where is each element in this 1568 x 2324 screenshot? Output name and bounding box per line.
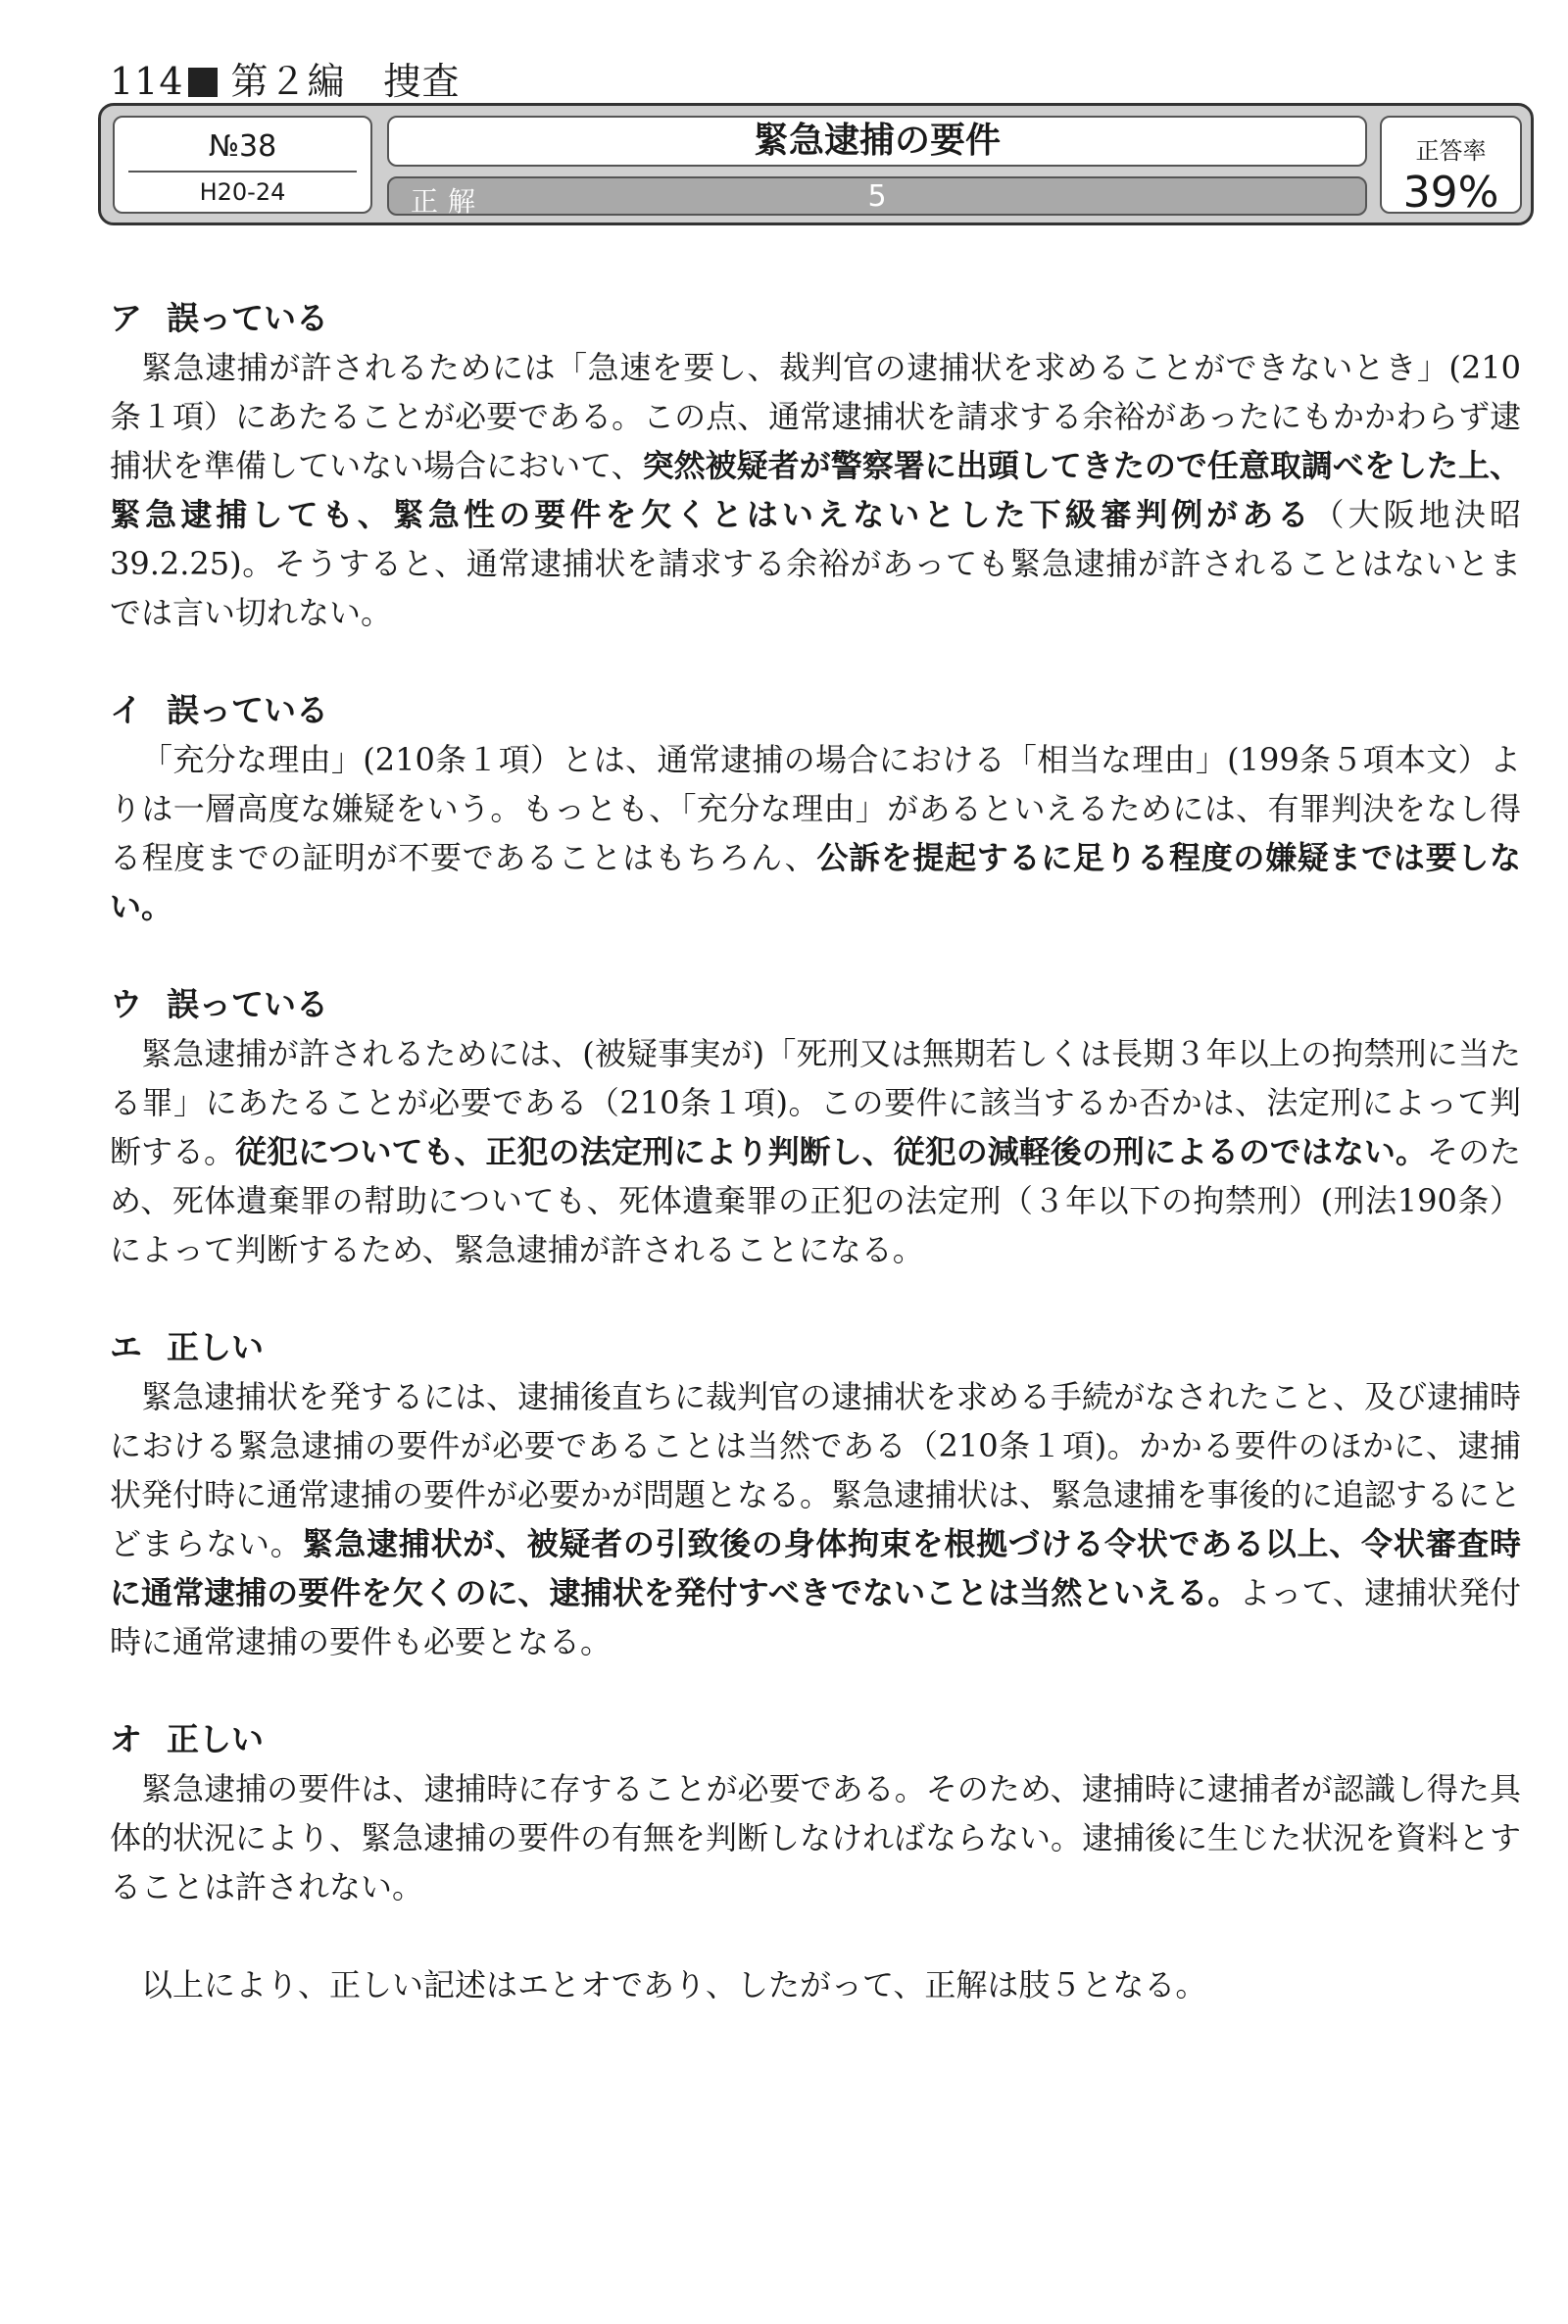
choice-letter: エ [110, 1328, 142, 1366]
section-heading [110, 686, 1521, 735]
section-heading [110, 1715, 1521, 1764]
explanation-section [110, 294, 1521, 637]
section-heading [110, 294, 1521, 343]
choice-letter: イ [110, 691, 142, 729]
question-title: 緊急逮捕の要件 [387, 116, 1367, 167]
divider [128, 171, 357, 173]
paragraph-text: よって、逮捕状発付時に通常逮捕の要件も必要となる。 [110, 1574, 1521, 1660]
emphasized-text: 緊急逮捕状が、被疑者の引致後の身体拘束を根拠づける令状である以上、令状審査時に通常逮捕の要件を欠くのに、逮捕状を発付すべきでないことは当然といえる。 [110, 1525, 1521, 1611]
explanation-section [110, 1323, 1521, 1666]
emphasized-text: 公訴を提起するに足りる程度の嫌疑までは要しない。 [110, 839, 1521, 925]
running-head [110, 51, 461, 105]
verdict: 誤っている [167, 691, 328, 729]
section-paragraph [110, 343, 1521, 637]
conclusion: 以上により、正しい記述はエとオであり、したがって、正解は肢５となる。 [141, 1966, 1207, 2003]
section-heading [110, 1323, 1521, 1372]
question-number: №38 [208, 129, 277, 164]
correct-rate-box [1380, 116, 1522, 218]
explanation-section [110, 1715, 1521, 1911]
paragraph-text: 緊急逮捕が許されるためには、(被疑事実が)「死刑又は無期若しくは長期３年以上の拘禁刑に当たる罪」にあたることが必要である（210条１項)。この要件に該当するか否かは、法定刑によって判断する。 [110, 1035, 1521, 1170]
question-header [98, 103, 1534, 225]
question-year: H20-24 [199, 178, 286, 206]
page-number: 114 [110, 60, 184, 103]
emphasized-text: 突然被疑者が警察署に出頭してきたので任意取調べをした上、緊急逮捕しても、緊急性の要件を欠くとはいえないとした下級審判例がある [110, 447, 1521, 533]
section-paragraph [110, 1372, 1521, 1666]
section-heading [110, 980, 1521, 1029]
section-paragraph [110, 735, 1521, 931]
paragraph-text: そのため、死体遺棄罪の幇助についても、死体遺棄罪の正犯の法定刑（３年以下の拘禁刑）(刑法190条）によって判断するため、緊急逮捕が許されることになる。 [110, 1133, 1521, 1268]
paragraph-text: 「充分な理由」(210条１項）とは、通常逮捕の場合における「相当な理由」(199条５項本文）よりは一層高度な嫌疑をいう。もっとも、「充分な理由」があるといえるためには、有罪判決をなし得る程度までの証明が不要であることはもちろん、 [110, 741, 1521, 876]
explanation-body [110, 294, 1521, 2009]
answer-value: 5 [867, 179, 887, 214]
paragraph-text: （大阪地決昭39.2.25)。そうすると、通常逮捕状を請求する余裕があっても緊急逮捕が許されることはないとまでは言い切れない。 [110, 496, 1521, 631]
explanation-section [110, 980, 1521, 1274]
paragraph-text: 緊急逮捕の要件は、逮捕時に存することが必要である。そのため、逮捕時に逮捕者が認識し得た具体的状況により、緊急逮捕の要件の有無を判断しなければならない。逮捕後に生じた状況を資料とすることは許されない。 [110, 1770, 1522, 1905]
section-title: 第２編 捜査 [230, 60, 461, 103]
paragraph-text: 緊急逮捕が許されるためには「急速を要し、裁判官の逮捕状を求めることができないとき」(210条１項）にあたることが必要である。この点、通常逮捕状を請求する余裕があったにもかかわらず逮捕状を準備していない場合において、 [110, 349, 1521, 484]
question-number-box [113, 116, 372, 214]
choice-letter: ア [110, 299, 142, 337]
verdict: 正しい [167, 1328, 264, 1366]
choice-letter: ウ [110, 985, 142, 1023]
emphasized-text: 従犯についても、正犯の法定刑により判断し、従犯の減軽後の刑によるのではない。 [235, 1133, 1427, 1170]
paragraph-text: 緊急逮捕状を発するには、逮捕後直ちに裁判官の逮捕状を求める手続がなされたこと、及び逮捕時における緊急逮捕の要件が必要であることは当然である（210条１項)。かかる要件のほかに、逮捕状発付時に通常逮捕の要件が必要かが問題となる。緊急逮捕状は、緊急逮捕を事後的に追認するにとどまらない。 [110, 1378, 1522, 1562]
answer-label: 正解 [411, 185, 486, 218]
verdict: 誤っている [167, 299, 328, 337]
explanation-section [110, 686, 1521, 931]
verdict: 誤っている [167, 985, 328, 1023]
choice-letter: オ [110, 1720, 142, 1758]
correct-rate-label: 正答率 [1415, 137, 1487, 165]
verdict: 正しい [167, 1720, 264, 1758]
answer-bar [387, 176, 1367, 216]
square-icon [188, 68, 218, 97]
section-paragraph [110, 1029, 1521, 1274]
correct-rate-value: 39% [1402, 168, 1499, 218]
section-paragraph [110, 1764, 1521, 1911]
